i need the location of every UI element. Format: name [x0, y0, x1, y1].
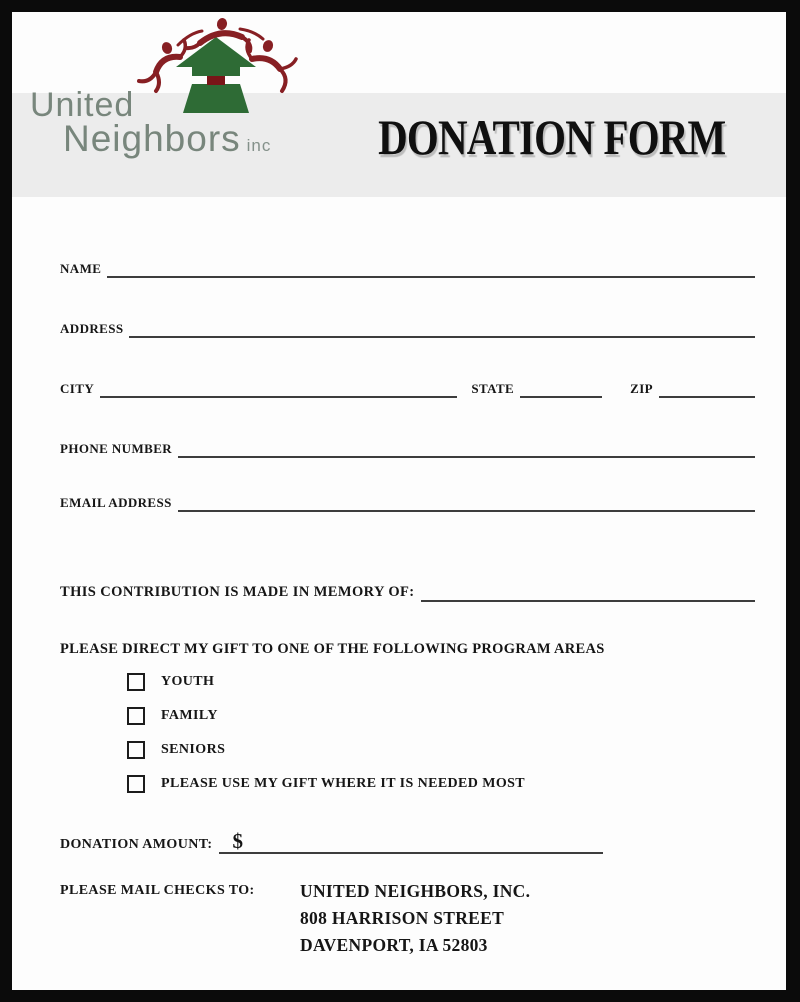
mail-address-block — [300, 878, 530, 959]
zip-label: ZIP — [630, 381, 653, 396]
city-label: CITY — [60, 381, 95, 396]
form-title: DONATION FORM — [378, 109, 726, 165]
mail-address-line2: 808 HARRISON STREET — [300, 908, 505, 928]
name-label: NAME — [60, 261, 102, 276]
logo-text-united: United — [30, 86, 135, 124]
email-label: EMAIL ADDRESS — [60, 495, 172, 510]
mail-checks-section — [60, 878, 755, 959]
phone-label: PHONE NUMBER — [60, 441, 173, 456]
memory-input-line[interactable] — [421, 580, 755, 602]
address-input-line[interactable] — [129, 316, 755, 338]
mail-checks-label: PLEASE MAIL CHECKS TO: — [60, 883, 255, 898]
email-input-line[interactable] — [178, 490, 755, 512]
seniors-checkbox[interactable] — [127, 741, 145, 759]
dollar-sign: $ — [232, 829, 243, 853]
youth-label: YOUTH — [161, 674, 215, 689]
option-row-family — [127, 706, 525, 726]
option-row-youth — [127, 672, 525, 692]
donation-form-page — [12, 12, 786, 990]
logo-text-neighbors: Neighbors — [63, 118, 241, 159]
program-areas-heading: PLEASE DIRECT MY GIFT TO ONE OF THE FOLLOWING PROGRAM AREAS — [60, 641, 605, 657]
mail-address-line3: DAVENPORT, IA 52803 — [300, 935, 488, 955]
program-options-list — [127, 672, 525, 794]
logo-wordmark — [30, 88, 271, 157]
option-row-seniors — [127, 740, 525, 760]
memory-label: THIS CONTRIBUTION IS MADE IN MEMORY OF: — [60, 584, 415, 600]
donation-amount-label: DONATION AMOUNT: — [60, 837, 213, 852]
mail-address-line1: UNITED NEIGHBORS, INC. — [300, 881, 531, 901]
state-label: STATE — [471, 381, 515, 396]
logo-text-inc: inc — [246, 136, 272, 155]
needed-most-checkbox[interactable] — [127, 775, 145, 793]
name-input-line[interactable] — [107, 256, 755, 278]
youth-checkbox[interactable] — [127, 673, 145, 691]
zip-input-line[interactable] — [659, 376, 755, 398]
state-input-line[interactable] — [520, 376, 602, 398]
city-input-line[interactable] — [100, 376, 457, 398]
needed-most-label: PLEASE USE MY GIFT WHERE IT IS NEEDED MOST — [161, 776, 526, 791]
option-row-needed-most — [127, 774, 525, 794]
donation-amount-input-line[interactable] — [219, 824, 603, 854]
family-checkbox[interactable] — [127, 707, 145, 725]
phone-input-line[interactable] — [178, 436, 755, 458]
address-label: ADDRESS — [60, 321, 124, 336]
family-label: FAMILY — [161, 708, 218, 723]
seniors-label: SENIORS — [161, 742, 226, 757]
